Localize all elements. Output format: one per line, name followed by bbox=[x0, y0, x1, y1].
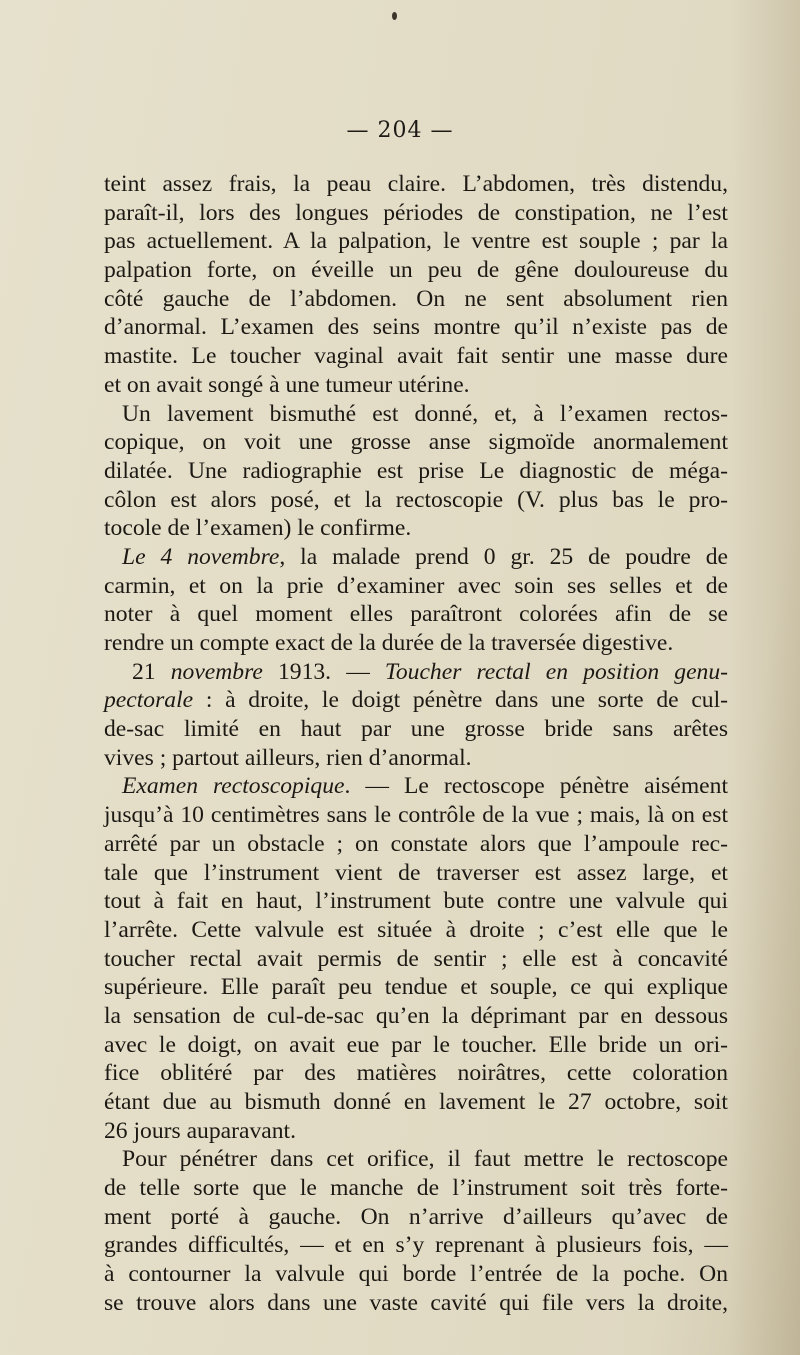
text-line: tocole de l’examen) le confirme. bbox=[104, 515, 412, 542]
text-line: étant due au bismuth donné en lavement le 27 octobre, soit bbox=[104, 1089, 728, 1115]
text-line: à contourner la valvule qui borde l’entrée de la poche. On bbox=[104, 1261, 728, 1288]
text-line: fice oblitéré par des matières noirâtres, cette coloration bbox=[104, 1060, 728, 1087]
text-line: côté gauche de l’abdomen. On ne sent absolument rien bbox=[104, 285, 728, 312]
paragraph-start-line: Pour pénétrer dans cet orifice, il faut mettre le rectoscope bbox=[122, 1146, 728, 1173]
text-line: 26 jours auparavant. bbox=[104, 1117, 296, 1144]
text-line: et on avait songé à une tumeur utérine. bbox=[104, 371, 470, 398]
text-line: mastite. Le toucher vaginal avait fait sentir une masse dure bbox=[104, 343, 728, 370]
text-line: supérieure. Elle paraît peu tendue et souple, ce qui explique bbox=[104, 974, 728, 1001]
text-line: la sensation de cul-de-sac qu’en la déprimant par en dessous bbox=[104, 1002, 728, 1029]
text-line: tale que l’instrument vient de traverser est assez large, et bbox=[104, 859, 728, 886]
month-italic: novembre bbox=[170, 658, 263, 685]
text-line: pectorale : à droite, le doigt pénètre dans une sorte de cul- bbox=[104, 687, 728, 714]
text-line: de-sac limité en haut par une grosse bride sans arêtes bbox=[104, 716, 728, 743]
section-heading-italic: Toucher rectal en position genu- bbox=[384, 658, 729, 685]
text-line: jusqu’à 10 centimètres sans le contrôle de la vue ; mais, là on est bbox=[104, 802, 728, 829]
paragraph-start-line: Le 4 novembre, la malade prend 0 gr. 25 de poudre de bbox=[122, 543, 728, 570]
ink-dot bbox=[392, 12, 397, 20]
text-line: dilatée. Une radiographie est prise Le diagnostic de méga- bbox=[104, 457, 728, 484]
text-line: grandes difficultés, — et en s’y reprenant à plusieurs fois, — bbox=[104, 1232, 728, 1259]
text-line: copique, on voit une grosse anse sigmoïde anormalement bbox=[104, 429, 728, 456]
text-line: pas actuellement. A la palpation, le ventre est souple ; par la bbox=[104, 228, 728, 255]
section-heading-italic: pectorale bbox=[104, 687, 194, 714]
paragraph-start-line: Un lavement bismuthé est donné, et, à l’examen rectos- bbox=[122, 400, 728, 427]
paragraph-start-line: 21 novembre 1913. — Toucher rectal en position genu- bbox=[132, 658, 729, 685]
text-line: côlon est alors posé, et la rectoscopie (V. plus bas le pro- bbox=[104, 486, 728, 513]
text-line: toucher rectal avait permis de sentir ; elle est à concavité bbox=[104, 945, 728, 972]
text-line: se trouve alors dans une vaste cavité qui file vers la droite, bbox=[104, 1289, 728, 1316]
text-line: paraît-il, lors des longues périodes de constipation, ne l’est bbox=[104, 199, 728, 226]
text-line: de telle sorte que le manche de l’instrument soit très forte- bbox=[104, 1175, 728, 1202]
text-line: rendre un compte exact de la durée de la traversée digestive. bbox=[104, 630, 674, 656]
text-line: ment porté à gauche. On n’arrive d’ailleurs qu’avec de bbox=[104, 1203, 728, 1230]
text-line: carmin, et on la prie d’examiner avec soin ses selles et de bbox=[104, 572, 728, 599]
text-line: tout à fait en haut, l’instrument bute contre une valvule qui bbox=[104, 888, 728, 915]
text-line: teint assez frais, la peau claire. L’abdomen, très distendu, bbox=[104, 171, 728, 197]
page-number: — 204 — bbox=[346, 118, 454, 143]
text-line: noter à quel moment elles paraîtront colorées afin de se bbox=[104, 601, 728, 628]
text-line: d’anormal. L’examen des seins montre qu’il n’existe pas de bbox=[104, 314, 728, 341]
text-line: arrêté par un obstacle ; on constate alors que l’ampoule rec- bbox=[104, 830, 728, 857]
text-line: avec le doigt, on avait eue par le toucher. Elle bride un ori- bbox=[104, 1031, 728, 1058]
text-line: vives ; partout ailleurs, rien d’anormal. bbox=[104, 744, 472, 771]
paragraph-start-line: Examen rectoscopique. — Le rectoscope pénètre aisément bbox=[122, 773, 728, 800]
text-line: l’arrête. Cette valvule est située à droite ; c’est elle que le bbox=[104, 916, 728, 943]
section-heading-italic: Examen rectoscopique bbox=[122, 773, 345, 800]
date-italic: Le 4 novembre bbox=[122, 543, 280, 570]
body-text bbox=[104, 170, 728, 1318]
page-edge-shadow bbox=[730, 0, 800, 1355]
text-line: palpation forte, on éveille un peu de gêne douloureuse du bbox=[104, 257, 728, 284]
